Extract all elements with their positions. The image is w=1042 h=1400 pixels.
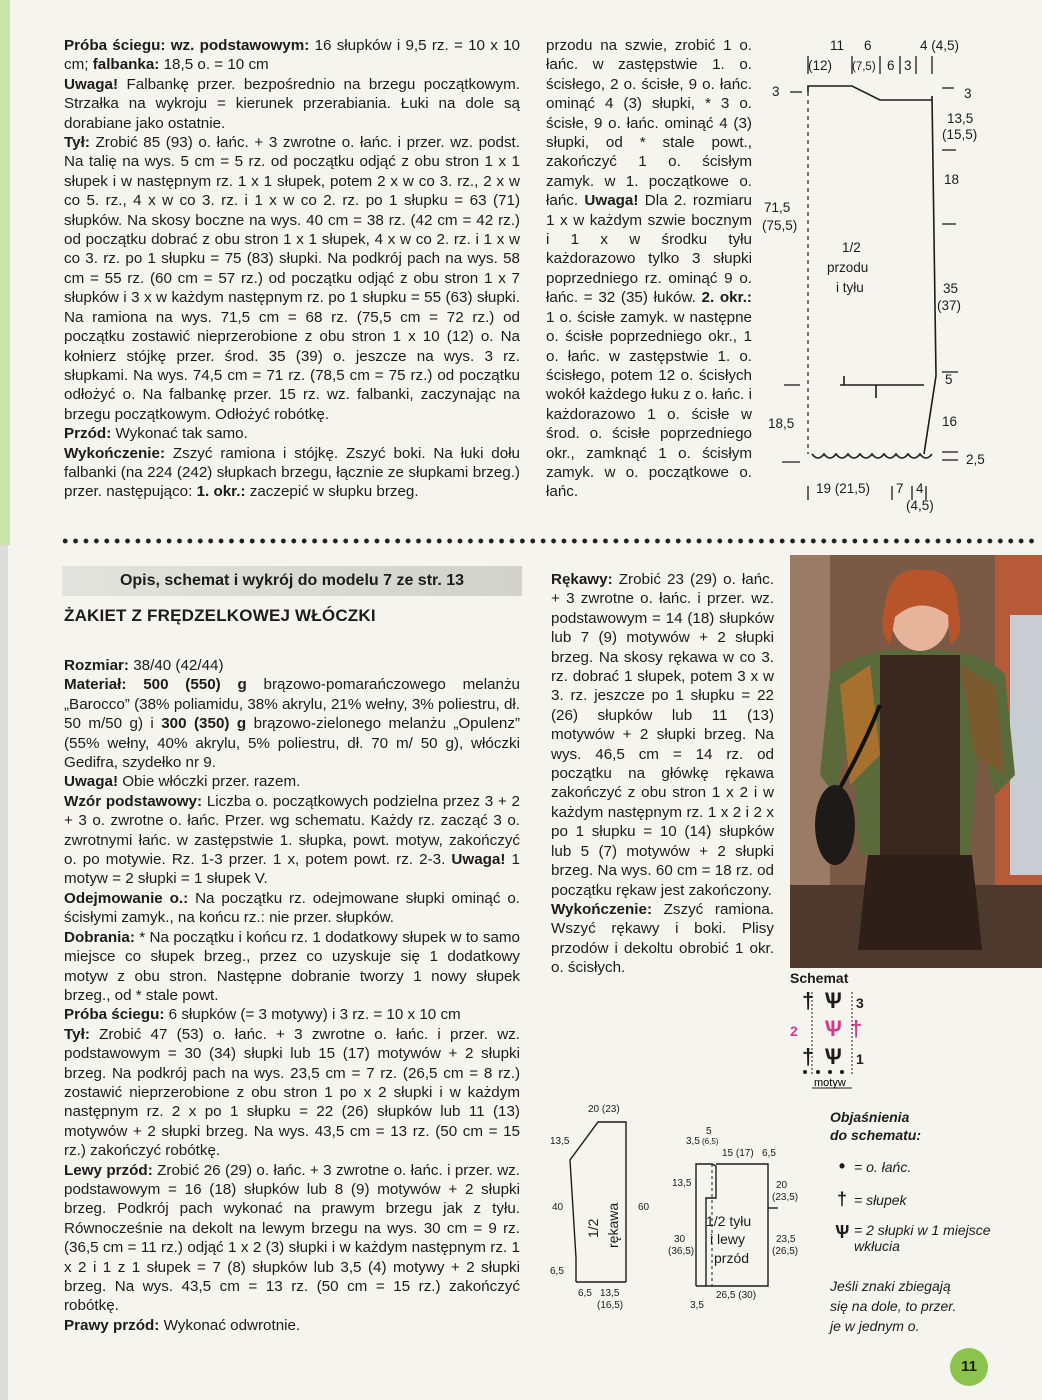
stitch-v-icon: Ѱ — [824, 1016, 842, 1041]
row-number: 1 — [856, 1051, 864, 1067]
stitch-dc-icon: † — [850, 1016, 863, 1041]
dim-label: 13,5 — [947, 111, 974, 126]
bold-term: Rękawy: — [551, 571, 613, 588]
body-text: 16 słupków i 9,5 rz. = 10 x 10 cm; — [64, 37, 520, 74]
paragraph — [64, 1316, 520, 1335]
bold-term: Tył: — [64, 1025, 90, 1043]
jacket-pattern-diagram — [540, 1098, 810, 1318]
bold-term: Materiał: 500 (550) g — [64, 676, 247, 694]
dim-label: 40 — [552, 1202, 564, 1213]
body-text: Obie włóczki przer. razem. — [118, 773, 301, 791]
paragraph — [64, 1025, 520, 1161]
body-text: 38/40 (42/44) — [128, 657, 224, 674]
dim-label: 3,5 — [686, 1136, 700, 1147]
dim-label: 6 — [887, 58, 895, 73]
body-text: 6 słupków (= 3 motywy) i 3 rz. = 10 x 10 cm — [164, 1006, 461, 1024]
bold-term: 300 (350) g — [161, 715, 247, 733]
body-text: zaczepić w słupku brzeg. — [245, 483, 419, 501]
legend-subtitle: do schematu: — [830, 1127, 922, 1143]
bold-term: Przód: — [64, 425, 112, 443]
dim-label: 20 (23) — [588, 1104, 620, 1115]
stitch-dc-icon: † — [802, 1044, 815, 1069]
dim-label: 6 — [864, 38, 872, 53]
stitch-dc-icon: † — [802, 988, 815, 1013]
dim-label: 7 — [896, 481, 904, 496]
body-text: Zrobić 23 (29) o. łańc. + 3 zwrotne o. łańc. i przer. wz. podstawowym = 14 (18) słupków lub 7 (9) motywów + 2 słupki brzeg. Na skosy rękawa w co 3. rz. dobrać 1 słupek, potem 3 x w 3. rz. jeszcze po 1 słupku = 22 (26) słupków lub 11 (13) motywów + 2 słupki brzeg. Na wys. 46,5 cm = 14 rz. od początku na główkę rękawa zakończyć z obu stron 1 x 2 i w każdym następnym rz. 1 x 2 i 2 x po 1 słupku = 10 (14) słupków lub 5 (7) motywów + 2 słupki brzeg. Na wys. 60 cm = 18 rz. od początku rękaw jest zakończony. — [551, 571, 774, 899]
body-text: Falbankę przer. bezpośrednio na brzegu początkowym. Strzałka na wykroju = kierunek przerabiania. Łuki na dole są dorabiane jako ostatnie. — [64, 75, 520, 132]
body-text: Dla 2. rozmiaru 1 x w każdym szwie bocznym i 1 x w środku tyłu każdorazowo tylko 3 słupki poprzedniego rz. ominąć 9 o. łańc. = 32 (35) łuków. — [546, 192, 752, 307]
paragraph — [64, 675, 520, 772]
dim-label: (15,5) — [942, 127, 978, 142]
bold-term: Uwaga! — [64, 773, 119, 791]
dim-label: 4 — [916, 481, 924, 496]
body-text: Zrobić 26 (29) o. łańc. + 3 zwrotne o. łańc. i przer. wz. podstawowym = 16 (18) słupków lub 8 (9) motywów + 2 słupki brzeg. Podkrój pach wykonać na prawym brzegu jak z tyłu. Równocześnie na dekolt na lewym brzegu na wys. 30 cm = 9 rz. (36,5 cm = 11 rz.) odjąć 1 x 2 (3) słupki i w każdym następnym rz. 1 x 2 i 1 z 1 słupek = 7 (8) słupków lub 3,5 (4) motywy + 2 słupki brzeg. Na wys. 43,5 cm = 13 rz. (50 cm = 15 rz.) zakończyć robótkę. — [64, 1161, 520, 1315]
dim-label: 13,5 — [550, 1136, 570, 1147]
v-stitch-icon: Ѱ — [834, 1222, 850, 1242]
dim-label: 19 (21,5) — [816, 481, 871, 496]
dim-label: 20 — [776, 1180, 788, 1191]
dim-label: (7,5) — [852, 61, 876, 73]
body-text: Zrobić 85 (93) o. łańc. + 3 zwrotne o. łańc. i przer. wz. podst. Na talię na wys. 5 cm = 5 rz. od początku odjąć z obu stron 1 x 1 słupek i w następnym rz. 1 x 1 słupek, potem 2 x w co 3. rz., 2 x w co 5. rz., 4 x w co 3. rz. i 1 x w co 2. rz. po 1 słupku = 63 (71) słupków. Na skosy boczne na wys. 40 cm = 38 rz. (42 cm = 42 rz.) od początku dobrać z obu stron 1 x 1 słupek, 4 x w co 2. rz. i 1 x w co 3. rz. po 1 słupku = 75 (83) słupki. Na podkrój pach na wys. 58 cm = 55 rz. (60 cm = 57 rz.) od początku odjąć z obu stron 1 x 7 słupków i 3 x w każdym następnym rz. po 1 słupku = 55 (63) słupki. Na ramiona na wys. 71,5 cm = 68 rz. (75,5 cm = 72 rz.) od początku zostawić nieprzerobione z obu stron 1 x 10 (12) o. Na kołnierz stójkę przer. środ. 35 (39) o. jeszcze na wys. 3 rz. słupkami. Na wys. 74,5 cm = 71 rz. (78,5 cm = 75 rz.) od początku odłożyć o. Na falbankę przer. 15 rz. wz. falbanki, zaczynając na brzegu początkowym. Odłożyć robótkę. — [64, 134, 520, 423]
paragraph — [546, 36, 752, 502]
dim-label: (12) — [808, 58, 833, 73]
motif-label: motyw — [814, 1077, 846, 1089]
dim-label: 71,5 — [764, 200, 791, 215]
bold-term: Tył: — [64, 134, 90, 152]
bold-term: Uwaga! — [451, 851, 506, 869]
dim-label: 18 — [944, 172, 960, 187]
dim-label: (4,5) — [906, 498, 934, 513]
legend-note: Jeśli znaki zbiegają się na dole, to przer. je w jednym o. — [830, 1278, 957, 1334]
body-text: 1 o. ścisłe zamyk. w następne o. ścisłe poprzedniego okr., 1 o. łańc. w zastępstwie 1. o. ścisłego, potem 12 o. ścisłych wokół każdego łuku z o. łańc. i każdorazowo 1 o. ścisłe w środ. o. ścisłe poprzedniego okr., zamknąć 1 o. ścisłym zamyk. w o. początkowe o. łańc. — [546, 308, 752, 501]
item-title: ŻAKIET Z FRĘDZELKOWEJ WŁÓCZKI — [64, 606, 376, 625]
dim-label: 4 (4,5) — [920, 38, 960, 53]
stitch-chart — [790, 988, 890, 1098]
body-text: Zrobić 47 (53) o. łańc. + 3 zwrotne o. łańc. i przer. wz. podstawowym = 30 (34) słupki lub 15 (17) motywów + 2 słupki brzeg. Na podkrój pach na wys. 23,5 cm = 7 rz. (26,5 cm = 8 rz.) zostawić nieprzerobione z obu stron 1 po x 2 słupki i w każdym następnym rz. 2 x po 1 słupku = 22 (26) słupków lub 11 (13) motywów + 2 słupki brzeg. Na wys. 43,5 cm = 13 rz. (50 cm = 15 rz.) zakończyć robótkę. — [64, 1025, 520, 1160]
piece-label: przód — [714, 1250, 750, 1266]
dim-label: 18,5 — [768, 416, 795, 431]
paragraph — [64, 36, 520, 75]
bold-term: Odejmowanie o.: — [64, 889, 189, 907]
dim-label: 5 — [945, 372, 953, 387]
stitch-v-icon: Ѱ — [824, 988, 842, 1013]
legend-row-v: Ѱ = 2 słupki w 1 miejsce wkłucia — [830, 1222, 1030, 1254]
body-text: przodu na szwie, zrobić 1 o. łańc. w zastępstwie 1. o. ścisłego, 2 o. ścisłe, 9 o. łańc. ominąć 4 (3) słupki, * 3 o. ścisłe, 9 o. łańc. ominąć 4 (3) słupki, od * stale powt., zakończyć 1 o. ścisłym zamyk. w 1. początkowe o. łańc. — [546, 37, 752, 210]
legend-row-chain: • = o. łańc. — [830, 1156, 1030, 1177]
body-text: Wykonać odwrotnie. — [159, 1316, 301, 1334]
dim-label: 3 — [964, 86, 972, 101]
body-text: Zszyć ramiona. Wszyć rękawy i boki. Plisy przodów i dekoltu obrobić 1 okr. o. ścisłych. — [551, 900, 774, 977]
paragraph — [64, 928, 520, 1006]
body-text: Wykonać tak samo. — [111, 425, 248, 443]
dim-label: 35 — [943, 281, 959, 296]
dim-label: 26,5 (30) — [716, 1290, 757, 1301]
paragraph — [64, 772, 520, 791]
dim-label: 6,5 — [550, 1266, 564, 1277]
bold-term: Rozmiar: — [64, 657, 129, 674]
dim-label: 30 — [674, 1234, 686, 1245]
paragraph — [64, 656, 520, 675]
dim-label: 23,5 — [776, 1234, 796, 1245]
paragraph — [64, 889, 520, 928]
page-edge-gray — [0, 545, 8, 1400]
model-photo — [790, 555, 1042, 968]
chain-dot-icon: • — [838, 1156, 846, 1176]
body-text: brązowo-zielonego melanżu „Opulenz” (55% wełny, 40% akrylu, 5% poliestru, dł. 70 m/ 50 g), włóczki Gedifra, szydełko nr 9. — [64, 715, 520, 772]
piece-label: i tyłu — [836, 280, 864, 295]
piece-label: rękawa — [605, 1202, 621, 1248]
dim-label: (37) — [937, 298, 962, 313]
body-text: 1 motyw = 2 słupki = 1 słupek V. — [64, 851, 521, 888]
bold-term: Wzór podstawowy: — [64, 792, 203, 810]
bold-term: Wykończenie: — [64, 444, 165, 462]
text-column-d — [551, 570, 774, 978]
dim-label: 13,5 — [600, 1288, 620, 1299]
dim-label: 6,5 — [578, 1288, 592, 1299]
body-text: brązowo-pomarańczowego melanżu „Barocco” (38% poliamidu, 38% akrylu, 21% wełny, 3% poliestru, dł. 50 m/50 g) i — [64, 676, 521, 733]
model-photo-illustration — [790, 555, 1042, 968]
row-number: 3 — [856, 995, 864, 1011]
dim-label: 3 — [904, 58, 912, 73]
paragraph — [64, 1005, 520, 1024]
dim-label: (75,5) — [762, 218, 798, 233]
text-column-c — [64, 656, 520, 1335]
piece-label: 1/2 — [585, 1218, 601, 1238]
bold-term: Prawy przód: — [64, 1316, 160, 1334]
dim-label: 11 — [830, 38, 845, 53]
page-edge-green — [0, 0, 10, 545]
piece-label: 1/2 tyłu — [706, 1213, 752, 1229]
chart-legend — [830, 1108, 1030, 1336]
section-divider — [60, 536, 1035, 546]
dim-label: (6,5) — [702, 1137, 719, 1146]
dagger-icon: † — [836, 1189, 847, 1209]
body-text: Zszyć ramiona i stójkę. Zszyć boki. Na łuki dołu falbanki (na 224 (242) słupkach brzegu, łącznie ze słupkami brzeg.) przer. następująco: — [64, 444, 520, 501]
paragraph — [551, 900, 774, 978]
page-number: 11 — [950, 1348, 988, 1386]
bold-term: Uwaga! — [64, 75, 119, 93]
dim-label: 3 — [772, 84, 780, 99]
dim-label: 13,5 — [672, 1178, 692, 1189]
piece-label: przodu — [827, 260, 869, 275]
bold-term: Dobrania: — [64, 928, 135, 946]
schemat-label: Schemat — [790, 970, 849, 986]
dim-label: 5 — [706, 1126, 712, 1137]
body-text: 18,5 o. = 10 cm — [159, 56, 269, 74]
paragraph — [64, 444, 520, 502]
dim-label: (16,5) — [597, 1300, 624, 1311]
bold-term: Próba ściegu: wz. podstawowym: — [64, 37, 310, 54]
body-text: Na początku rz. odejmowane słupki ominąć o. ścisłymi zamyk., na końcu rz.: nie przer. słupków. — [64, 889, 521, 927]
bold-term: falbanka: — [92, 56, 160, 74]
piece-label: i lewy — [710, 1231, 746, 1247]
paragraph — [64, 75, 520, 133]
paragraph — [64, 1161, 520, 1316]
piece-label: 1/2 — [842, 240, 861, 255]
dim-label: (23,5) — [772, 1192, 799, 1203]
bold-term: Wykończenie: — [551, 900, 652, 918]
legend-title: Objaśnienia — [830, 1109, 910, 1125]
dim-label: 15 (17) — [722, 1148, 754, 1159]
dim-label: 16 — [942, 414, 958, 429]
section-title: Opis, schemat i wykrój do modelu 7 ze str. 13 — [119, 572, 465, 589]
dress-pattern-diagram — [760, 36, 1040, 516]
bold-term: Uwaga! — [584, 192, 639, 210]
dim-label: 3,5 — [690, 1300, 704, 1311]
text-column-b — [546, 36, 752, 502]
legend-row-dc: † = słupek — [830, 1189, 1030, 1210]
body-text: * Na początku i końcu rz. 1 dodatkowy słupek w to samo miejsce co słupek brzeg., przez co uzyskuje się 1 dodatkowy motyw z obu stron. Następne dobranie tworzy 1 nowy słupek brzeg., od * stale powt. — [64, 928, 520, 1004]
body-text: Liczba o. początkowych podzielna przez 3 + 2 + 3 o. zwrotne o. łańc. Przer. wg schematu. Każdy rz. zacząć 3 o. zwrotnymi łańc. w zastępstwie 1. słupka, powt. motyw, zakończyć o. po motywie. Rz. 1-3 przer. 1 x, potem powt. rz. 2-3. — [64, 792, 520, 869]
bold-term: 1. okr.: — [196, 483, 246, 501]
stitch-v-icon: Ѱ — [824, 1044, 842, 1069]
dim-label: (26,5) — [772, 1246, 799, 1257]
bold-term: Lewy przód: — [64, 1161, 153, 1179]
dim-label: 2,5 — [966, 452, 985, 467]
dim-label: 6,5 — [762, 1148, 776, 1159]
row-number: 2 — [790, 1023, 798, 1039]
text-column-a — [64, 36, 520, 502]
dim-label: 60 — [638, 1202, 650, 1213]
bold-term: Próba ściegu: — [64, 1006, 165, 1024]
paragraph — [64, 424, 520, 443]
dim-label: (36,5) — [668, 1246, 695, 1257]
bold-term: 2. okr.: — [701, 289, 752, 307]
paragraph — [551, 570, 774, 900]
paragraph — [64, 133, 520, 424]
paragraph — [64, 792, 520, 889]
section-header — [62, 566, 522, 596]
